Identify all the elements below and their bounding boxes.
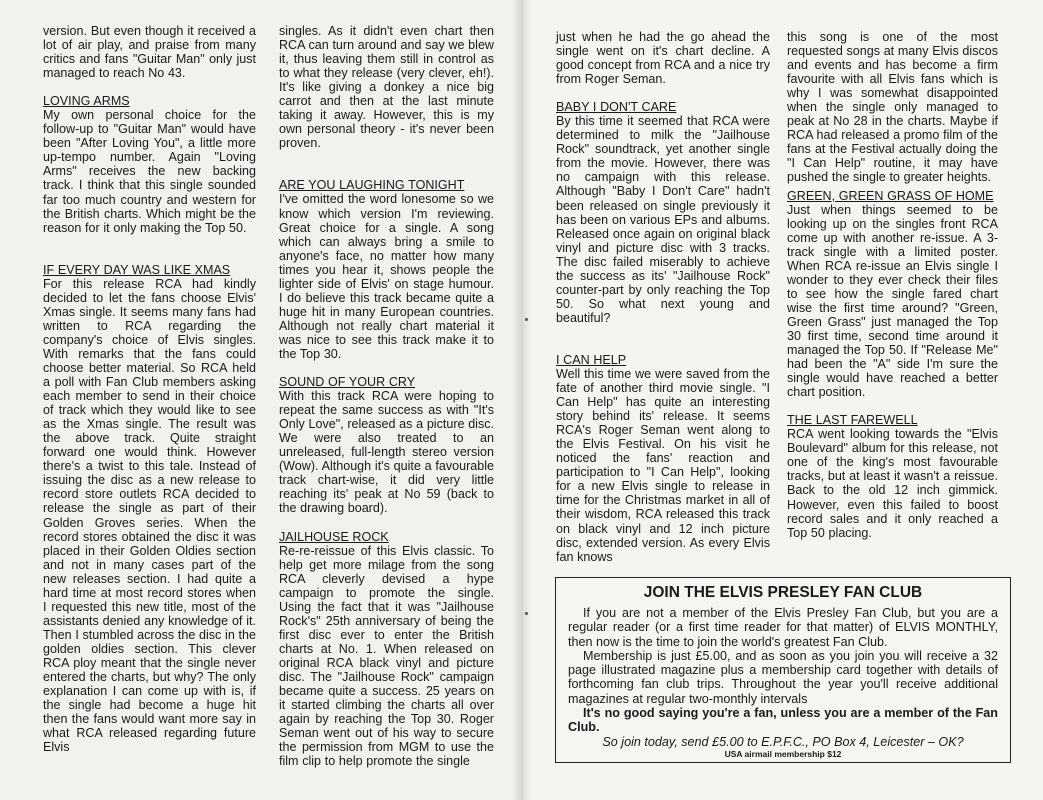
- fan-club-usa-note: USA airmail membership $12: [724, 748, 842, 759]
- body-laughing: I've omitted the word lonesome so we know which version I'm reviewing. Great choice for a single. A song which can always bring a smile to anyone's face, no matter how many times you hear it, shows people the lighter side of Elvis' on stage humour. I do believe this track became quite a huge hit in many European countries. Although not really chart material it was nice to see this track make it to the Top 30.: [279, 192, 494, 361]
- heading-cry: SOUND OF YOUR CRY: [279, 375, 416, 390]
- body-help: Well this time we were saved from the fate of another third movie single. "I Can Help" has quite an interesting story behind its' release. It seems RCA's Roger Seman went along to the Elvis Festival. On his visit he noticed the fans' reaction and participation to "I Can Help", looking for a new Elvis single to release in time for the Christmas market in all of their wisdom, RCA released this track on black vinyl and 12 inch picture disc, extended version. As every Elvis fan knows: [556, 366, 770, 564]
- col3-intro: just when he had the go ahead the single went on it's chart decline. A good concept from RCA and a nice try from Roger Seman.: [556, 30, 770, 87]
- heading-laughing: ARE YOU LAUGHING TONIGHT: [279, 178, 465, 193]
- heading-jailhouse: JAILHOUSE ROCK: [279, 529, 389, 544]
- fan-club-para-3: It's no good saying you're a fan, unless you are a member of the Fan Club.: [568, 706, 998, 735]
- heading-help: I CAN HELP: [556, 352, 627, 367]
- column-3: [556, 30, 770, 564]
- heading-farewell: THE LAST FAREWELL: [787, 413, 918, 428]
- body-green: Just when things seemed to be looking up on the singles front RCA come up with another re-issue. A 3-track single with a limited poster. When RCA re-issue an Elvis single I wonder to they ever check their files to see how the single fared chart wise the first time around? "Green, Green Grass" just managed the Top 30 first time, second time around it managed the Top 50. If "Release Me" had been the "A" side I'm sure the single would have reached a better chart position.: [787, 202, 998, 400]
- fan-club-box: [555, 577, 1011, 763]
- heading-baby: BABY I DON'T CARE: [556, 100, 677, 115]
- fan-club-title: JOIN THE ELVIS PRESLEY FAN CLUB: [643, 584, 923, 601]
- heading-green: GREEN, GREEN GRASS OF HOME: [787, 188, 994, 203]
- binding-mark: [525, 318, 528, 321]
- column-4: [787, 30, 998, 540]
- fan-club-para-2: Membership is just £5.00, and as soon as you join you will receive a 32 page illustrated magazine plus a membership card together with details of forthcoming fan club trips. Throughout the year you'll receive additional magazines at regular two-monthly intervals: [568, 648, 998, 706]
- body-xmas: For this release RCA had kindly decided to let the fans choose Elvis' Xmas single. It seems many fans had written to RCA regarding the company's choice of Elvis singles. With remarks that the fans could choose better material. So RCA held a poll with Fan Club members asking each member to send in their choice of track which they would like to see as the Xmas single. The result was the above track. Quite straight forward one would think. However there's a twist to this tale. Instead of issuing the disc as a new release to record store outlets RCA decided to release the single as part of their Golden Groves series. When the record stores obtained the disc it was placed in their Golden Oldies section and not in many cases part of the new releases section. I had quite a hard time at most record stores when I requested this new title, most of the assistants denied any knowledge of it. Then I stumbled across the disc in the golden oldies section. This clever RCA ploy meant that the single never entered the charts, but why? The only explanation I can come up with is, if the single had become a huge hit then the fans would want more say in what RCA released regarding future Elvis: [43, 276, 256, 755]
- fan-club-address: So join today, send £5.00 to E.P.F.C., PO Box 4, Leicester – OK?: [602, 734, 964, 749]
- page-gutter: [512, 0, 532, 800]
- body-baby: By this time it seemed that RCA were determined to milk the "Jailhouse Rock" soundtrack, yet another single from the movie. However, there was no campaign with this release. Although "Baby I Don't Care" hadn't been released on single previously it has been on various EPs and albums. Released once again on original black vinyl and picture disc with 3 tracks. The disc failed miserably to achieve the success as its' "Jailhouse Rock" counter-part by only reaching the Top 50. So what next young and beautiful?: [556, 114, 770, 325]
- body-loving-arms: My own personal choice for the follow-up to "Guitar Man" would have been "After Loving You", a little more up-tempo number. Again "Loving Arms" receives the new backing track. I think that this single sounded far too much country and western for the British charts. Which might be the reason for it only making the Top 50.: [43, 108, 256, 235]
- col1-intro: version. But even though it received a lot of air play, and praise from many critics and fans "Guitar Man" only just managed to reach No 43.: [43, 24, 256, 81]
- body-cry: With this track RCA were hoping to repeat the same success as with "It's Only Love", released as a picture disc. We were also treated to an unreleased, full-length stereo version (Wow). Although it's quite a favourable track chart-wise, it did very little reaching its' peak at No 59 (back to the drawing board).: [279, 389, 494, 516]
- binding-mark: [525, 612, 528, 615]
- body-jailhouse: Re-re-reissue of this Elvis classic. To help get more milage from the song RCA cleverly devised a hype campaign to promote the single. Using the fact that it was "Jailhouse Rock's" 25th anniversary of being the first disc ever to enter the British charts at No. 1. When released on original RCA black vinyl and picture disc. The "Jailhouse Rock" campaign became quite a success. 25 years on it started climbing the charts all over again by reaching the Top 30. Roger Seman went out of his way to secure the permission from MGM to use the film clip to help promote the single: [279, 543, 494, 769]
- heading-loving-arms: LOVING ARMS: [43, 94, 130, 109]
- col4-intro: this song is one of the most requested songs at many Elvis discos and events and has become a firm favourite with all Elvis fans which is why I was somewhat disappointed when the single only managed to peak at No 28 in the charts. Maybe if RCA had released a promo film of the fans at the Festival actually doing the "I Can Help" routine, it may have pushed the single to greater heights.: [787, 30, 998, 185]
- col2-intro: singles. As it didn't even chart then RCA can turn around and say we blew it, thus leaving them still in control as to what they release (very clever, eh!). It's like giving a donkey a nice big carrot and then at the last minute taking it away. However, this is my own personal theory - it's never been proven.: [279, 24, 494, 151]
- column-1: [43, 24, 256, 754]
- heading-xmas: IF EVERY DAY WAS LIKE XMAS: [43, 262, 231, 277]
- fan-club-para-1: If you are not a member of the Elvis Presley Fan Club, but you are a regular reader (or a first time reader for that matter) of ELVIS MONTHLY, then now is the time to join the world's greatest Fan Club.: [568, 606, 998, 649]
- body-farewell: RCA went looking towards the "Elvis Boulevard" album for this release, not one of the king's most favourable tracks, but at least it wasn't a reissue. Back to the old 12 inch gimmick. However, even this failed to boost record sales and it only reached a Top 50 placing.: [787, 427, 998, 540]
- column-2: [279, 24, 494, 768]
